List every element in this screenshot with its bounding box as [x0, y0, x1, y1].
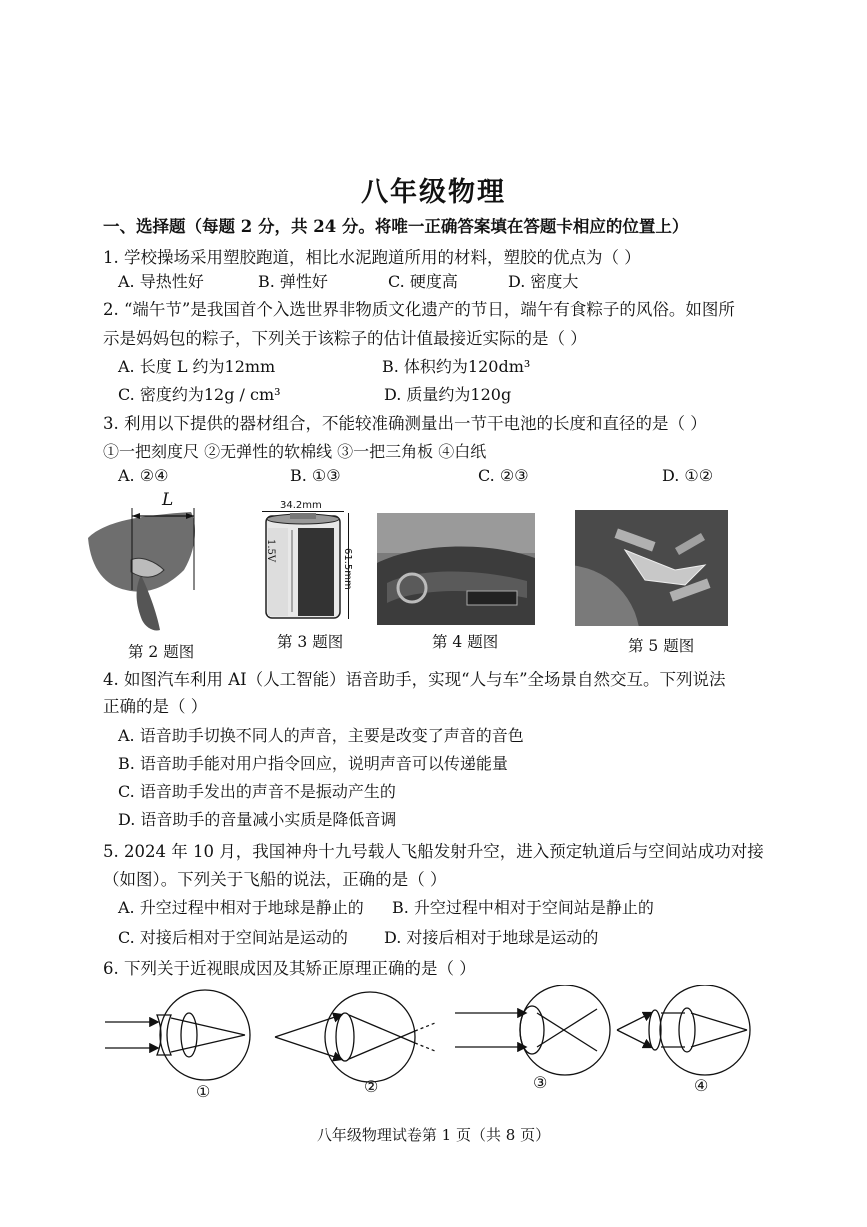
q6-label-3: ③: [533, 1073, 548, 1092]
figure-5-caption: 第 5 题图: [628, 637, 695, 655]
question-3-stem: 3. 利用以下提供的器材组合，不能较准确测量出一节干电池的长度和直径的是（ ）: [103, 414, 707, 433]
q3-option-a: A. ②④: [118, 466, 169, 485]
section-heading: 一、选择题（每题 2 分，共 24 分。将唯一正确答案填在答题卡相应的位置上）: [103, 217, 689, 236]
figure-2-caption: 第 2 题图: [128, 643, 195, 661]
page-footer: 八年级物理试卷第 1 页（共 8 页）: [316, 1126, 551, 1144]
eye-diagram-4: [617, 985, 750, 1075]
figure-3-diameter-label: 34.2mm: [280, 500, 322, 511]
question-2-line-2: 示是妈妈包的粽子，下列关于该粽子的估计值最接近实际的是（ ）: [103, 329, 587, 348]
q4-option-c: C. 语音助手发出的声音不是振动产生的: [118, 782, 396, 801]
eye-diagram-1: [105, 990, 250, 1080]
figure-4-car-interior: [377, 513, 535, 625]
question-4-line-1: 4. 如图汽车利用 AI（人工智能）语音助手，实现“人与车”全场景自然交互。下列说法: [103, 670, 726, 689]
q3-materials: ①一把刻度尺 ②无弹性的软棉线 ③一把三角板 ④白纸: [103, 442, 487, 461]
figure-3-height-line: [348, 513, 349, 619]
q5-option-a: A. 升空过程中相对于地球是静止的: [118, 898, 364, 917]
figure-4-caption: 第 4 题图: [432, 633, 499, 651]
q6-label-2: ②: [364, 1077, 379, 1096]
question-6-stem: 6. 下列关于近视眼成因及其矫正原理正确的是（ ）: [103, 959, 476, 978]
q1-option-a: A. 导热性好: [118, 272, 204, 291]
q2-option-d: D. 质量约为120g: [384, 385, 512, 404]
figure-3-diameter-line: [262, 511, 344, 512]
figure-2-length-label: L: [162, 490, 174, 510]
q2-option-c: C. 密度约为12g / cm³: [118, 385, 281, 404]
q2-option-a: A. 长度 L 约为12mm: [118, 357, 276, 376]
q3-option-c: C. ②③: [478, 466, 529, 485]
figure-2-zongzi: [86, 490, 206, 635]
figure-3-battery: [262, 512, 344, 620]
q1-option-d: D. 密度大: [508, 272, 579, 291]
q5-option-b: B. 升空过程中相对于空间站是静止的: [392, 898, 654, 917]
figure-3-height-label: 61.5mm: [342, 548, 353, 590]
q4-option-b: B. 语音助手能对用户指令回应，说明声音可以传递能量: [118, 754, 508, 773]
figure-3-caption: 第 3 题图: [277, 633, 344, 651]
q3-option-b: B. ①③: [290, 466, 341, 485]
question-2-line-1: 2. “端午节”是我国首个入选世界非物质文化遗产的节日，端午有食粽子的风俗。如图所: [103, 300, 735, 319]
q1-option-b: B. 弹性好: [258, 272, 328, 291]
q2-option-b: B. 体积约为120dm³: [382, 357, 531, 376]
eye-diagram-3: [455, 985, 610, 1075]
question-1-stem: 1. 学校操场采用塑胶跑道，相比水泥跑道所用的材料，塑胶的优点为（ ）: [103, 248, 641, 267]
figure-5-spacecraft-docking: [575, 510, 728, 626]
q5-option-d: D. 对接后相对于地球是运动的: [384, 928, 599, 947]
question-5-line-2: （如图）。下列关于飞船的说法，正确的是（ ）: [103, 870, 447, 889]
question-4-line-2: 正确的是（ ）: [103, 697, 208, 716]
q1-option-c: C. 硬度高: [388, 272, 458, 291]
q4-option-a: A. 语音助手切换不同人的声音，主要是改变了声音的音色: [118, 726, 524, 745]
eye-diagram-2: [275, 992, 435, 1082]
q6-label-4: ④: [694, 1076, 709, 1095]
q3-option-d: D. ①②: [662, 466, 714, 485]
question-5-line-1: 5. 2024 年 10 月，我国神舟十九号载人飞船发射升空，进入预定轨道后与空间站成功对接: [103, 842, 764, 861]
q4-option-d: D. 语音助手的音量减小实质是降低音调: [118, 810, 397, 829]
q6-label-1: ①: [196, 1082, 211, 1101]
q5-option-c: C. 对接后相对于空间站是运动的: [118, 928, 348, 947]
figure-3-battery-voltage: 1.5V: [265, 539, 276, 563]
page-title: 八年级物理: [361, 177, 506, 208]
